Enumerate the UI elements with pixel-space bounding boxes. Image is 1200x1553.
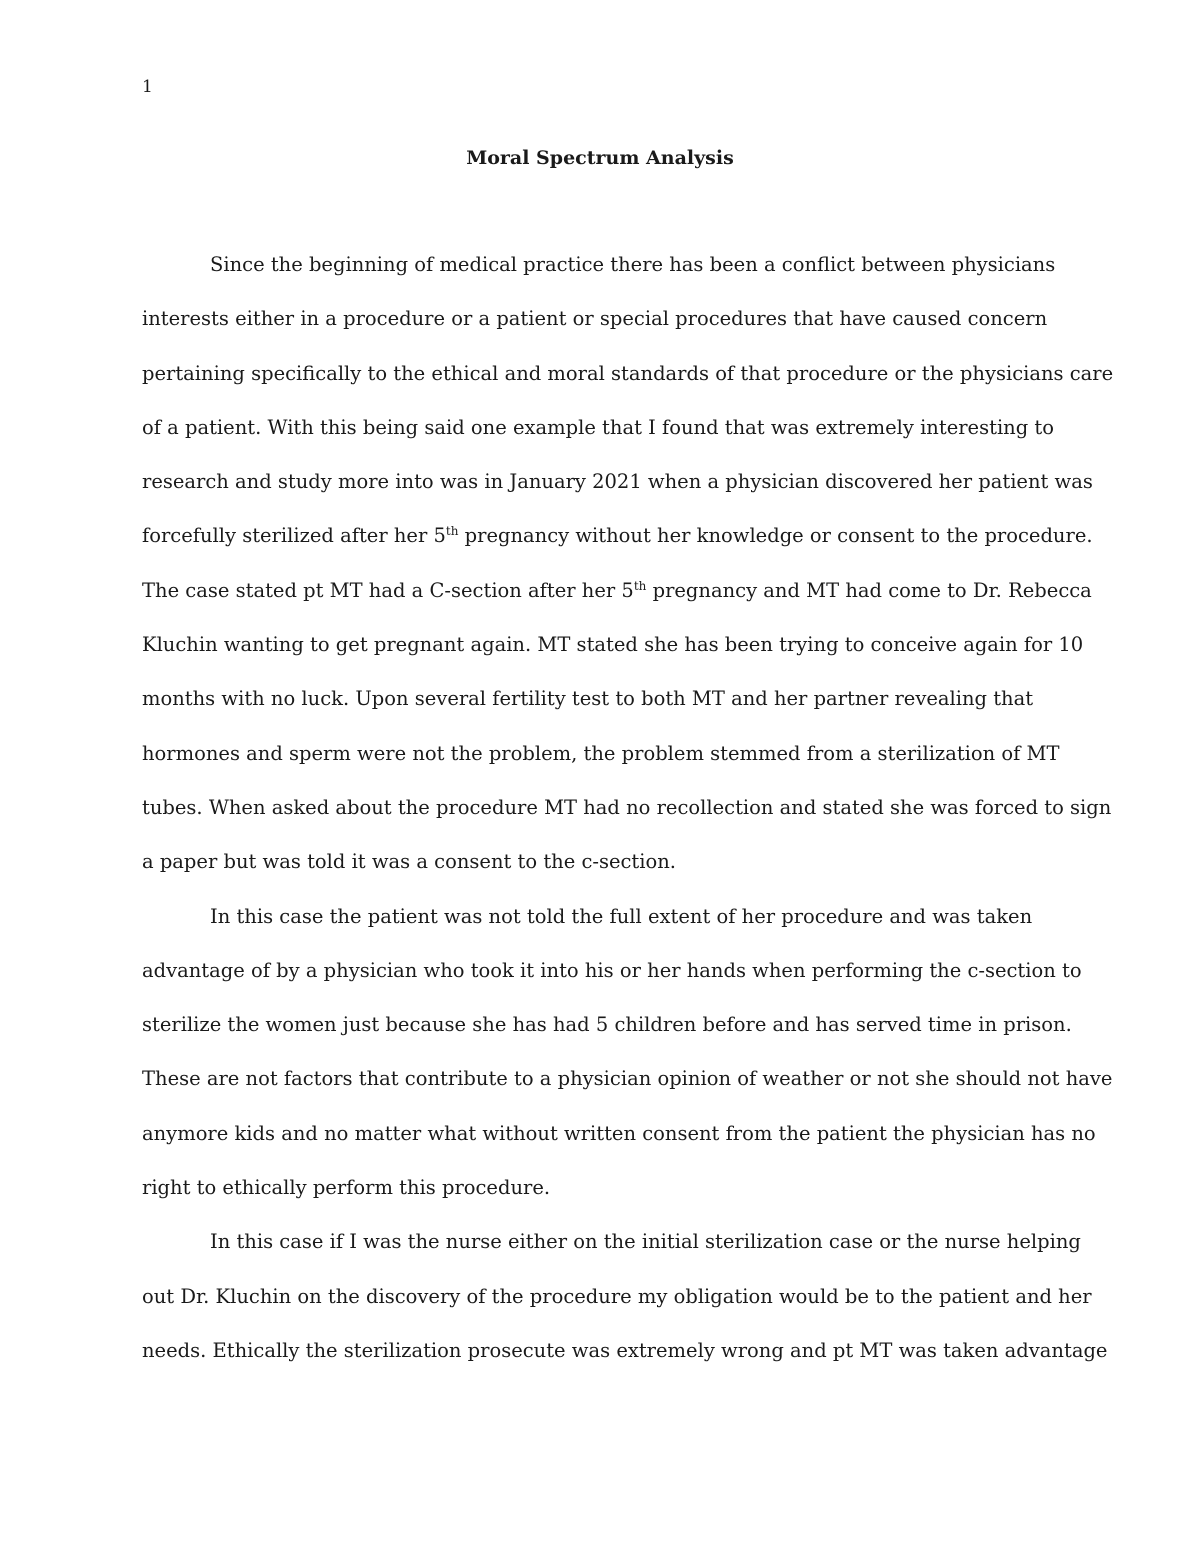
text-line: pertaining specifically to the ethical and moral standards of that procedure or the physicians care [142,361,1114,385]
text-segment: The case stated pt MT had a C-section after her 5 [142,578,634,602]
text-segment: pregnancy without her knowledge or consent to the procedure. [458,524,1093,548]
superscript: th [445,524,459,539]
text-line: right to ethically perform this procedure. [142,1176,551,1200]
text-line: research and study more into was in January 2021 when a physician discovered her patient was [142,470,1093,494]
text-line: sterilize the women just because she has had 5 children before and has served time in prison. [142,1013,1072,1037]
document-body [142,250,1114,1390]
text-line [142,521,1093,575]
text-line: Since the beginning of medical practice there has been a conflict between physicians [210,253,1056,276]
text-segment: forcefully sterilized after her 5 [142,524,446,548]
superscript: th [633,578,647,593]
text-line: interests either in a procedure or a patient or special procedures that have caused concern [142,307,1048,331]
text-line: advantage of by a physician who took it into his or her hands when performing the c-section to [142,958,1082,982]
text-line: tubes. When asked about the procedure MT had no recollection and stated she was forced to sign [142,795,1112,819]
text-line: anymore kids and no matter what without written consent from the patient the physician has no [142,1121,1096,1145]
text-line: Kluchin wanting to get pregnant again. MT stated she has been trying to conceive again for 10 [142,633,1084,657]
document-title: Moral Spectrum Analysis [466,147,734,169]
text-line: These are not factors that contribute to a physician opinion of weather or not she should not have [142,1067,1113,1091]
text-line [142,576,1092,630]
text-line: hormones and sperm were not the problem, the problem stemmed from a sterilization of MT [142,741,1060,765]
text-segment: pregnancy and MT had come to Dr. Rebecca [646,578,1092,602]
text-line: of a patient. With this being said one example that I found that was extremely interesting to [142,415,1054,439]
page-number: 1 [142,77,153,97]
text-line: needs. Ethically the sterilization prosecute was extremely wrong and pt MT was taken advantage [142,1338,1108,1362]
text-line: a paper but was told it was a consent to the c-section. [142,850,677,874]
text-line: In this case the patient was not told the full extent of her procedure and was taken [210,904,1033,928]
text-line: In this case if I was the nurse either on the initial sterilization case or the nurse helping [210,1230,1081,1254]
text-line: out Dr. Kluchin on the discovery of the procedure my obligation would be to the patient and her [142,1284,1092,1308]
text-line: months with no luck. Upon several fertility test to both MT and her partner revealing that [142,687,1034,711]
